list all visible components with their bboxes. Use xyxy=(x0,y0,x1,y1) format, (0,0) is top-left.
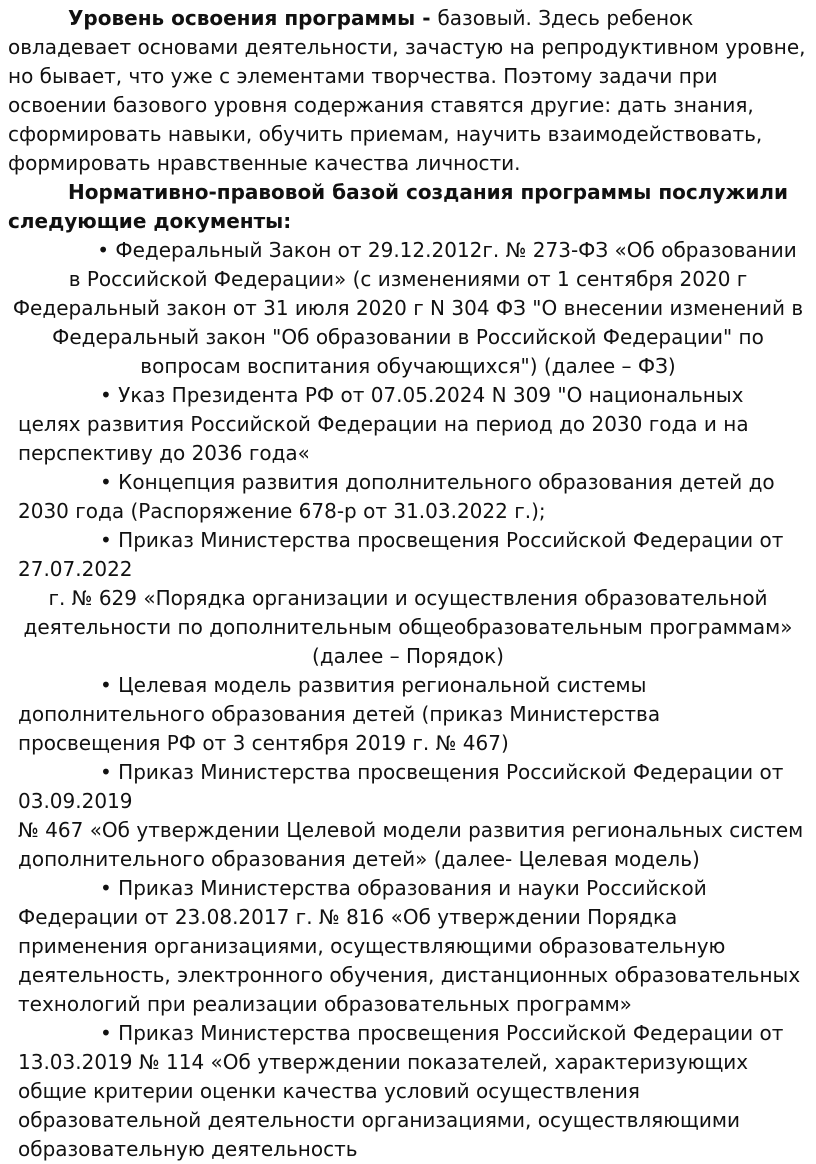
bullet-icon: • xyxy=(100,673,112,697)
documents-list xyxy=(8,236,808,1164)
list-item-continuation: № 467 «Об утверждении Целевой модели развития региональных систем дополнительного образования детей» (далее- Целевая модель) xyxy=(18,818,804,871)
list-item xyxy=(8,671,808,758)
bullet-icon: • xyxy=(100,470,112,494)
bullet-icon: • xyxy=(100,876,112,900)
list-item xyxy=(8,236,808,381)
bullet-icon: • xyxy=(100,528,112,552)
list-item xyxy=(8,526,808,584)
document-text: Указ Президента РФ от 07.05.2024 N 309 "О национальных целях развития Российской Федерации на период до 2030 года и на перспективу до 2036 года« xyxy=(18,383,749,465)
document-text: Концепция развития дополнительного образования детей до 2030 года (Распоряжение 678-р от 31.03.2022 г.); xyxy=(18,470,775,523)
list-item-continuation: г. № 629 «Порядка организации и осуществления образовательной деятельности по дополнительным общеобразовательным программам» (далее – Порядок) xyxy=(23,586,793,668)
bullet-icon: • xyxy=(97,238,110,262)
list-item xyxy=(8,381,808,468)
bullet-icon: • xyxy=(100,383,112,407)
document-text: Приказ Министерства просвещения Российской Федерации от 13.03.2019 № 114 «Об утверждении показателей, характеризующих общие критерии оценки качества условий осуществления образовательной деятельности организациями, осуществляющими образовательную деятельность xyxy=(18,1021,784,1161)
document-text: Целевая модель развития региональной системы дополнительного образования детей (приказ Министерства просвещения РФ от 3 сентября 2019 г. № 467) xyxy=(18,673,661,755)
level-label: Уровень освоения программы - xyxy=(68,6,438,30)
list-item xyxy=(8,874,808,1019)
list-item xyxy=(8,758,808,816)
level-text: базовый. Здесь ребенок овладевает основами деятельности, зачастую на репродуктивном уровне, но бывает, что уже с элементами творчества. Поэтому задачи при освоении базового уровня содержания ставятся другие: дать знания, сформировать навыки, обучить приемам, научить взаимодействовать, формировать нравственные качества личности. xyxy=(8,6,806,175)
document-text: Приказ Министерства образования и науки Российской Федерации от 23.08.2017 г. № 816 «Об утверждении Порядка применения организациями, осуществляющими образовательную деятельность, электронного обучения, дистанционных образовательных технологий при реализации образовательных программ» xyxy=(18,876,801,1016)
list-item xyxy=(8,468,808,526)
document-text: Приказ Министерства просвещения Российской Федерации от 27.07.2022 xyxy=(18,528,784,581)
document-text: Приказ Министерства просвещения Российской Федерации от 03.09.2019 xyxy=(18,760,784,813)
intro-paragraph xyxy=(8,4,808,178)
bullet-icon: • xyxy=(100,760,112,784)
normative-heading: Нормативно-правовой базой создания программы послужили следующие документы: xyxy=(8,180,789,233)
bullet-icon: • xyxy=(100,1021,112,1045)
document-text: Федеральный Закон от 29.12.2012г. № 273-ФЗ «Об образовании в Российской Федерации» (с изменениями от 1 сентября 2020 г Федеральный закон от 31 июля 2020 г N 304 ФЗ "О внесении изменений в Федеральный закон "Об образовании в Российской Федерации" по вопросам воспитания обучающихся") (далее – ФЗ) xyxy=(12,238,804,378)
list-item xyxy=(8,1019,808,1164)
